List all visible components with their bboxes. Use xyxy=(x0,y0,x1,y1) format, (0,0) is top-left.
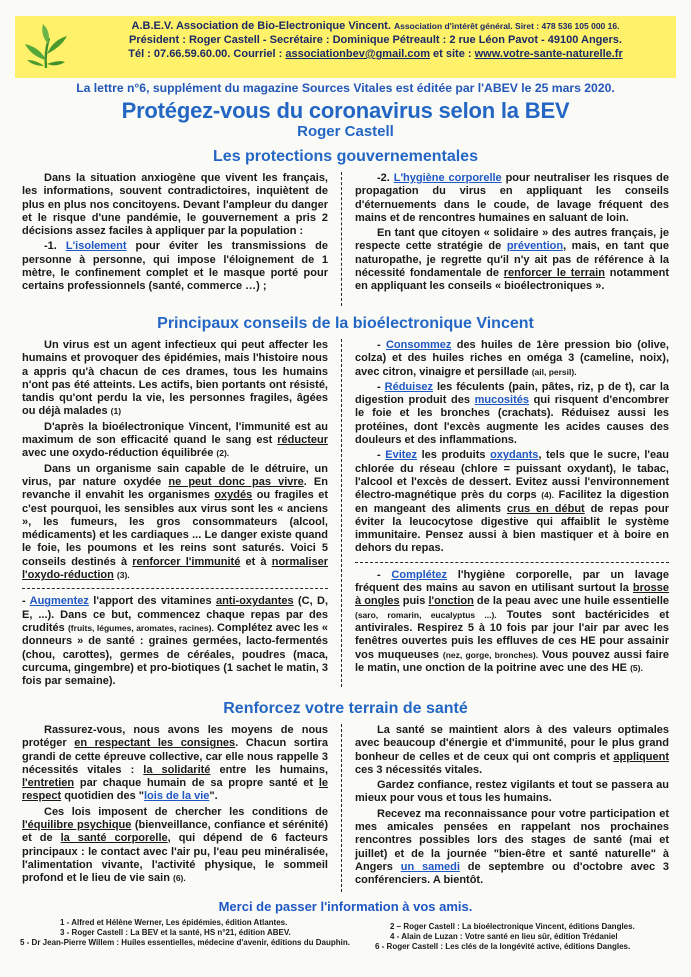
paragraph: Un virus est un agent infectieux qui peut affecter les humains et provoquer des épidémies, mais l'histoire nous a appris qu'à chacun de ces drames, tous les humains n'ont pas été atteints. Les actifs, bien portants ont résisté, tandis qu'ont perdu la vie, les personnes fragiles, âgées ou déjà malades (1) xyxy=(22,339,328,418)
reference-item: 4 - Alain de Luzan : Votre santé en lieu sûr, édition Trédaniel xyxy=(390,932,618,941)
s2-left-column xyxy=(22,339,328,690)
paragraph: Recevez ma reconnaissance pour votre participation et mes amicales pensées en rappelant nos prochaines rencontres possibles lors des stages de santé (mai et juillet) et de la journée "bien-être et santé naturelle" à Angers un samedi de septembre ou d'octobre avec 3 conférenciers. A bientôt. xyxy=(355,807,670,887)
page-title: Protégez-vous du coronavirus selon la BEV xyxy=(121,98,570,123)
paragraph: - Réduisez les féculents (pain, pâtes, riz, p de t), car la digestion produit des mucosités qui risquent d'encombrer le foie et les bronches (crachats). Réduisez aussi les protéines, dont l'excès augmente les acides causes des douleurs et des inflammations. xyxy=(355,380,669,447)
paragraph: - Consommez des huiles de 1ère pression bio (olive, colza) et des huiles riches en oméga 3 (cameline, noix), avec citron, vinaigre et persillade (ail, persil). xyxy=(355,339,669,378)
column-divider xyxy=(341,724,342,892)
paragraph: Rassurez-vous, nous avons les moyens de nous protéger en respectant les consignes. Chacun sortira grandi de cette épreuve collective, car elle nous rappelle 3 nécessités vitales : la solidarité entre les humains, l'entretien par chaque humain de sa propre santé et le respect quotidien des "lois de la vie". xyxy=(22,724,329,803)
paragraph: En tant que citoyen « solidaire » des autres français, je respecte cette stratégie de prévention, mais, en tant que naturopathe, je regrette qu'il n'y ait pas de référence à la nécessité fondamentale de renforcer le terrain notamment en appliquant les conseils « bioélectroniques ». xyxy=(355,227,669,293)
reference-item: 6 - Roger Castell : Les clés de la longévité active, éditions Dangles. xyxy=(375,942,631,951)
reference-item: 5 - Dr Jean-Pierre Willem : Huiles essentielles, médecine d'avenir, éditions du Dauphin. xyxy=(20,938,350,947)
section-heading-protections: Les protections gouvernementales xyxy=(213,148,478,165)
reference-item: 1 - Alfred et Hélène Werner, Les épidémies, édition Atlantes. xyxy=(60,918,288,927)
header-text xyxy=(77,19,674,61)
paragraph: D'après la bioélectronique Vincent, l'immunité est au maximum de son efficacité quand le sang est réducteur avec une oxydo-réduction équilibrée (2). xyxy=(22,420,328,460)
paragraph: La santé se maintient alors à des valeurs optimales avec beaucoup d'énergie et d'immunité, pour le plus grand bonheur de celles et de ceux qui ont compris et appliquent ces 3 nécessités vitales. xyxy=(355,724,669,776)
s3-right-column xyxy=(355,724,669,890)
column-divider xyxy=(341,339,342,687)
s2-right-column xyxy=(355,339,669,677)
author: Roger Castell xyxy=(297,123,394,140)
paragraph: -1. L'isolement pour éviter les transmissions de personne à personne, qui impose l'éloignement de 1 mètre, le confinement complet et le masque porté pour certains professionnels (santé, commerce …) ; xyxy=(22,240,328,293)
paragraph: -2. L'hygiène corporelle pour neutraliser les risques de propagation du virus en appliquant les conseils d'éternuements dans le coude, de lavage fréquent des mains et de rencontres humaines en saluant de loin. xyxy=(355,172,669,224)
lettre-subtitle: La lettre n°6, supplément du magazine Sources Vitales est éditée par l'ABEV le 25 mars 2020. xyxy=(76,81,615,95)
section-divider xyxy=(355,562,669,563)
email-link[interactable]: associationbev@gmail.com xyxy=(285,48,430,60)
section-heading-conseils: Principaux conseils de la bioélectronique Vincent xyxy=(157,315,534,332)
column-divider xyxy=(341,172,342,306)
header-line-1: A.B.E.V. Association de Bio-Electronique Vincent. Association d'intérêt général. Siret : 478 536 105 000 16. xyxy=(131,20,620,32)
paragraph: Ces lois imposent de chercher les conditions de l'équilibre psychique (bienveillance, confiance et sérénité) et de la santé corporelle, qui dépend de 6 facteurs principaux : le contact avec l'air pu, l'eau peu minéralisée, l'alimentation vivante, l'activité physique, le sommeil profond et le lieu de vie sain (6). xyxy=(22,805,328,885)
section-divider xyxy=(22,588,328,589)
s3-left-column xyxy=(22,724,328,888)
abev-logo-icon xyxy=(19,20,73,74)
paragraph: Dans un organisme sain capable de le détruire, un virus, par nature oxydée ne peut donc pas vivre. En revanche il envahit les organismes oxydés ou fragiles et c'est pourquoi, les sensibles aux virus sont les « anciens », les fumeurs, les gros consommateurs (alcool, médicaments) et les cardiaques ... Le danger existe quand le foie, les poumons et les reins sont saturés. Voici 5 conseils destinés à renforcer l'immunité et à normaliser l'oxydo-réduction (3). xyxy=(22,462,328,582)
paragraph: Gardez confiance, restez vigilants et tout se passera au mieux pour vous et tous les humains. xyxy=(355,779,669,805)
paragraph: - Complétez l'hygiène corporelle, par un lavage fréquent des mains au savon en utilisant surtout la brosse à ongles puis l'onction de la peau avec une huile essentielle (saro, romarin, eucalyptus ...). Toutes sont bactéricides et antivirales. Respirez 5 à 10 fois par jour l'air par avec les fenêtres ouvertes puis les effluves de ces HE pour assainir vos muqueuses (nez, gorge, bronches). Vous pouvez aussi faire le matin, une onction de la poitrine avec une des HE (5). xyxy=(355,568,670,674)
section-heading-terrain: Renforcez votre terrain de santé xyxy=(223,700,468,717)
s1-right-column xyxy=(355,172,669,296)
paragraph: - Evitez les produits oxydants, tels que le sucre, l'eau chlorée du réseau (chlore = puissant oxydant), le tabac, l'alcool et l'excès de dessert. Evitez aussi l'environnement électro-magnétique près du corps (4). Facilitez la digestion en mangeant des aliments crus en début de repas pour éviter la leucocytose digestive qui affaiblit le système immunitaire. Pensez aussi à bien mastiquer et à boire en dehors du repas. xyxy=(355,449,669,555)
header-banner xyxy=(15,16,676,78)
header-line-2: Président : Roger Castell - Secrétaire : Dominique Pétreault : 2 rue Léon Pavot - 49100 Angers. xyxy=(129,34,622,46)
reference-item: 2 – Roger Castell : La bioélectronique Vincent, éditions Dangles. xyxy=(390,922,635,931)
reference-item: 3 - Roger Castell : La BEV et la santé, HS n°21, édition ABEV. xyxy=(60,928,291,937)
merci-line: Merci de passer l'information à vos amis. xyxy=(218,899,473,914)
site-link[interactable]: www.votre-sante-naturelle.fr xyxy=(474,48,623,60)
header-line-3: Tél : 07.66.59.60.00. Courriel : associationbev@gmail.com et site : www.votre-sante-naturelle.fr xyxy=(128,48,623,60)
paragraph: Dans la situation anxiogène que vivent les français, les informations, souvent contradictoires, inquiètent de plus en plus nos concitoyens. Devant l'ampleur du danger et le risque d'une pandémie, le gouvernement a pris 2 décisions assez faciles à appliquer par la population : xyxy=(22,172,328,238)
paragraph: - Augmentez l'apport des vitamines anti-oxydantes (C, D, E, ...). Dans ce but, commencez chaque repas par des crudités (fruits, légumes, aromates, racines). Complétez avec les « donneurs » de santé : graines germées, lacto-fermentés (chou, carottes), germes de céréales, poudres (maca, curcuma, gingembre) et pro-biotiques (1 sachet le matin, 3 fois par semaine). xyxy=(22,595,329,688)
s1-left-column xyxy=(22,172,328,296)
